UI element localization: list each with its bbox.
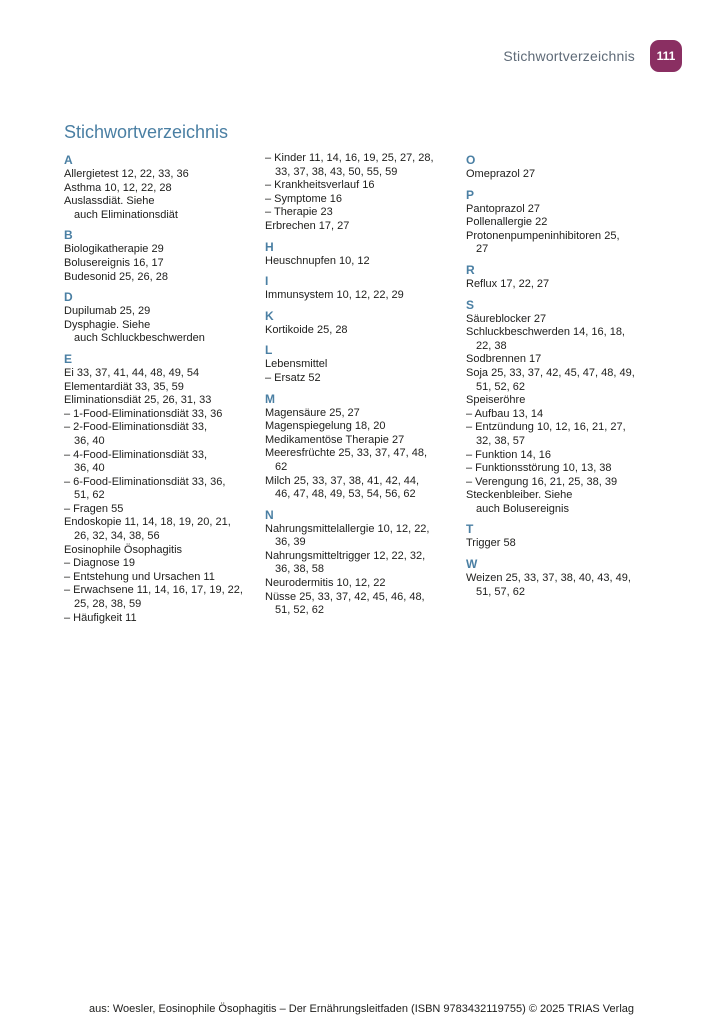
index-entry-line: – Krankheitsverlauf 16 — [265, 179, 375, 192]
index-entry-line: Eosinophile Ösophagitis — [64, 543, 183, 556]
index-entry — [265, 179, 455, 193]
index-entry — [64, 612, 254, 626]
index-entry-line: Nahrungsmittelallergie 10, 12, 22, — [265, 522, 430, 535]
index-entry — [64, 257, 254, 271]
index-entry — [64, 381, 254, 395]
index-entry — [466, 421, 666, 448]
index-entry-line: Elementardiät 33, 35, 59 — [64, 380, 184, 393]
index-entry — [265, 152, 455, 179]
index-entry — [64, 516, 254, 543]
index-entry-line: Eliminationsdiät 25, 26, 31, 33 — [64, 394, 212, 407]
index-entry-line: – Symptome 16 — [265, 192, 343, 205]
index-entry — [64, 557, 254, 571]
index-group — [64, 290, 254, 346]
index-entry-line: Budesonid 25, 26, 28 — [64, 270, 168, 283]
index-entry-line: Omeprazol 27 — [466, 168, 536, 180]
index-entry-line: Nüsse 25, 33, 37, 42, 45, 46, 48, — [265, 590, 425, 603]
index-entry-continuation: 25, 28, 38, 59 — [74, 598, 142, 611]
index-entry-continuation: 51, 57, 62 — [476, 585, 525, 598]
index-entry-line: – 4-Food-Eliminationsdiät 33, — [64, 448, 208, 461]
index-entry-line: Soja 25, 33, 37, 42, 45, 47, 48, 49, — [466, 366, 635, 379]
index-entry-line: – Häufigkeit 11 — [64, 611, 137, 624]
index-entry-line: – 6-Food-Eliminationsdiät 33, 36, — [64, 475, 226, 488]
index-entry-line: Medikamentöse Therapie 27 — [265, 433, 405, 446]
index-entry-continuation: 51, 52, 62 — [476, 380, 525, 393]
index-entry-continuation: 62 — [275, 460, 288, 473]
index-entry-line: – Diagnose 19 — [64, 557, 135, 570]
index-entry — [64, 408, 254, 422]
index-group — [466, 153, 666, 182]
index-entry — [265, 193, 455, 207]
index-letter-heading: O — [466, 153, 476, 167]
index-entry-continuation: 22, 38 — [476, 339, 507, 352]
index-entry-line: Endoskopie 11, 14, 18, 19, 20, 21, — [64, 516, 231, 529]
index-entry — [64, 394, 254, 408]
index-letter-heading: S — [466, 297, 475, 312]
index-entry-line: Speiseröhre — [466, 394, 526, 407]
index-entry-line: – Entzündung 10, 12, 16, 21, 27, — [466, 421, 626, 434]
index-group — [265, 343, 455, 385]
index-entry-continuation: 36, 40 — [74, 462, 105, 475]
index-entry-continuation: 26, 32, 34, 38, 56 — [74, 530, 160, 543]
index-entry — [466, 537, 666, 551]
index-entry-line: Milch 25, 33, 37, 38, 41, 42, 44, — [265, 474, 420, 487]
index-column-1 — [64, 152, 254, 631]
index-entry-line: Sodbrennen 17 — [466, 353, 542, 366]
index-entry-line: Steckenbleiber. Siehe — [466, 489, 573, 502]
index-entry-line: Trigger 58 — [466, 537, 516, 550]
index-entry-continuation: 51, 52, 62 — [275, 604, 324, 617]
index-group — [265, 274, 455, 303]
index-entry-continuation: 51, 62 — [74, 489, 105, 502]
index-entry-line: Ei 33, 37, 41, 44, 48, 49, 54 — [64, 366, 200, 379]
index-group — [64, 352, 254, 625]
index-entry — [466, 230, 666, 257]
index-entry — [265, 358, 455, 372]
index-entry — [265, 324, 455, 338]
index-entry — [466, 572, 666, 599]
index-letter-heading: E — [64, 351, 73, 366]
index-entry-line: Asthma 10, 12, 22, 28 — [64, 181, 172, 194]
index-group — [466, 522, 666, 551]
index-entry-line: – 2-Food-Eliminationsdiät 33, — [64, 421, 208, 434]
index-entry — [265, 434, 455, 448]
index-letter-heading: W — [466, 557, 478, 572]
index-entry — [64, 243, 254, 257]
index-entry — [64, 182, 254, 196]
index-letter-heading: M — [265, 391, 275, 406]
index-entry — [64, 305, 254, 319]
index-entry — [64, 168, 254, 182]
index-column-2 — [265, 152, 455, 624]
index-entry-line: – Kinder 11, 14, 16, 19, 25, 27, 28, — [265, 152, 434, 164]
index-entry-line: Säureblocker 27 — [466, 312, 547, 325]
index-entry-continuation: 36, 38, 58 — [275, 563, 324, 576]
index-entry-continuation: auch Bolusereignis — [476, 502, 569, 515]
index-letter-heading: N — [265, 507, 274, 522]
index-entry — [265, 289, 455, 303]
index-entry-line: Neurodermitis 10, 12, 22 — [265, 577, 386, 590]
index-letter-heading: L — [265, 343, 273, 358]
index-entry-line: Kortikoide 25, 28 — [265, 323, 348, 336]
index-entry-line: Weizen 25, 33, 37, 38, 40, 43, 49, — [466, 572, 631, 585]
index-entry — [265, 591, 455, 618]
index-entry-line: Auslassdiät. Siehe — [64, 195, 155, 208]
index-entry — [265, 475, 455, 502]
index-letter-heading: R — [466, 262, 475, 277]
footer-citation: aus: Woesler, Eosinophile Ösophagitis – Der Ernährungsleitfaden (ISBN 9783432119755) © 2025 TRIAS Verlag — [89, 1003, 634, 1015]
index-entry — [466, 203, 666, 217]
index-group — [265, 240, 455, 269]
index-entry — [265, 550, 455, 577]
index-entry-continuation: 33, 37, 38, 43, 50, 55, 59 — [275, 165, 398, 178]
index-entry — [265, 420, 455, 434]
index-entry-line: Protonenpumpeninhibitoren 25, — [466, 229, 620, 242]
index-entry — [64, 476, 254, 503]
index-entry — [64, 584, 254, 611]
index-entry-line: – Entstehung und Ursachen 11 — [64, 570, 215, 583]
index-entry-line: Schluckbeschwerden 14, 16, 18, — [466, 326, 625, 339]
index-entry — [265, 407, 455, 421]
index-entry-line: – 1-Food-Eliminationsdiät 33, 36 — [64, 407, 223, 420]
index-entry — [466, 326, 666, 353]
index-entry-line: Nahrungsmitteltrigger 12, 22, 32, — [265, 549, 426, 562]
index-group — [265, 392, 455, 502]
index-letter-heading: B — [64, 228, 73, 243]
index-group — [64, 153, 254, 222]
index-entry-line: – Funktion 14, 16 — [466, 448, 552, 461]
index-entry — [466, 367, 666, 394]
index-entry-line: – Erwachsene 11, 14, 16, 17, 19, 22, — [64, 584, 243, 597]
index-entry — [466, 394, 666, 408]
index-entry — [466, 278, 666, 292]
index-entry — [265, 447, 455, 474]
index-entry-line: Erbrechen 17, 27 — [265, 219, 350, 232]
index-group — [466, 263, 666, 292]
index-entry — [466, 353, 666, 367]
index-entry-line: Allergietest 12, 22, 33, 36 — [64, 168, 189, 180]
index-entry — [64, 421, 254, 448]
index-column-3 — [466, 152, 666, 605]
index-entry — [265, 206, 455, 220]
index-entry — [466, 489, 666, 516]
index-entry — [466, 476, 666, 490]
index-entry-line: – Verengung 16, 21, 25, 38, 39 — [466, 475, 618, 488]
index-entry-continuation: 32, 38, 57 — [476, 434, 525, 447]
index-letter-heading: P — [466, 187, 475, 202]
index-entry-continuation: 36, 40 — [74, 434, 105, 447]
index-letter-heading: T — [466, 522, 474, 537]
index-group — [64, 228, 254, 284]
index-entry-line: Dysphagie. Siehe — [64, 318, 151, 331]
index-entry-continuation: auch Schluckbeschwerden — [74, 332, 205, 345]
index-entry — [265, 523, 455, 550]
index-entry — [64, 571, 254, 585]
page-number-badge: 111 — [650, 40, 682, 72]
index-entry-line: Pantoprazol 27 — [466, 202, 540, 215]
index-entry — [466, 168, 666, 182]
index-entry-line: Magenspiegelung 18, 20 — [265, 420, 386, 433]
index-entry-continuation: 36, 39 — [275, 536, 306, 549]
index-entry — [64, 367, 254, 381]
index-entry-continuation: 46, 47, 48, 49, 53, 54, 56, 62 — [275, 488, 416, 501]
index-entry — [64, 195, 254, 222]
index-entry-line: Magensäure 25, 27 — [265, 406, 360, 419]
index-entry — [64, 503, 254, 517]
index-letter-heading: H — [265, 239, 274, 254]
index-group — [265, 152, 455, 234]
index-entry-line: – Aufbau 13, 14 — [466, 407, 544, 420]
index-entry — [265, 577, 455, 591]
index-entry-line: Biologikatherapie 29 — [64, 243, 164, 256]
index-entry — [466, 462, 666, 476]
index-entry — [466, 216, 666, 230]
page-title: Stichwortverzeichnis — [64, 122, 229, 142]
index-entry — [265, 220, 455, 234]
index-entry-line: – Funktionsstörung 10, 13, 38 — [466, 462, 612, 475]
index-entry-line: Reflux 17, 22, 27 — [466, 277, 550, 290]
running-header-title: Stichwortverzeichnis — [503, 48, 635, 64]
index-entry-line: Bolusereignis 16, 17 — [64, 256, 164, 269]
index-entry — [265, 255, 455, 269]
index-entry-continuation: 27 — [476, 243, 489, 256]
index-entry — [466, 408, 666, 422]
index-entry-line: – Ersatz 52 — [265, 371, 321, 384]
index-entry — [466, 313, 666, 327]
index-letter-heading: D — [64, 290, 73, 305]
index-entry — [265, 372, 455, 386]
index-letter-heading: I — [265, 274, 269, 289]
index-entry-line: – Fragen 55 — [64, 502, 124, 515]
index-entry-line: Lebensmittel — [265, 358, 328, 371]
index-entry — [64, 449, 254, 476]
index-entry — [64, 271, 254, 285]
index-entry-line: Dupilumab 25, 29 — [64, 305, 151, 318]
index-group — [466, 557, 666, 599]
index-entry-line: Meeresfrüchte 25, 33, 37, 47, 48, — [265, 447, 428, 460]
index-entry — [64, 319, 254, 346]
index-letter-heading: K — [265, 308, 274, 323]
index-entry-line: Pollenallergie 22 — [466, 216, 548, 229]
index-entry-line: – Therapie 23 — [265, 206, 333, 219]
index-entry-line: Heuschnupfen 10, 12 — [265, 254, 370, 267]
index-entry-continuation: auch Eliminationsdiät — [74, 208, 178, 221]
index-group — [265, 309, 455, 338]
index-entry-line: Immunsystem 10, 12, 22, 29 — [265, 289, 404, 302]
index-group — [265, 508, 455, 618]
index-letter-heading: A — [64, 153, 73, 167]
index-entry — [466, 449, 666, 463]
index-group — [466, 188, 666, 257]
index-group — [466, 298, 666, 517]
index-entry — [64, 544, 254, 558]
